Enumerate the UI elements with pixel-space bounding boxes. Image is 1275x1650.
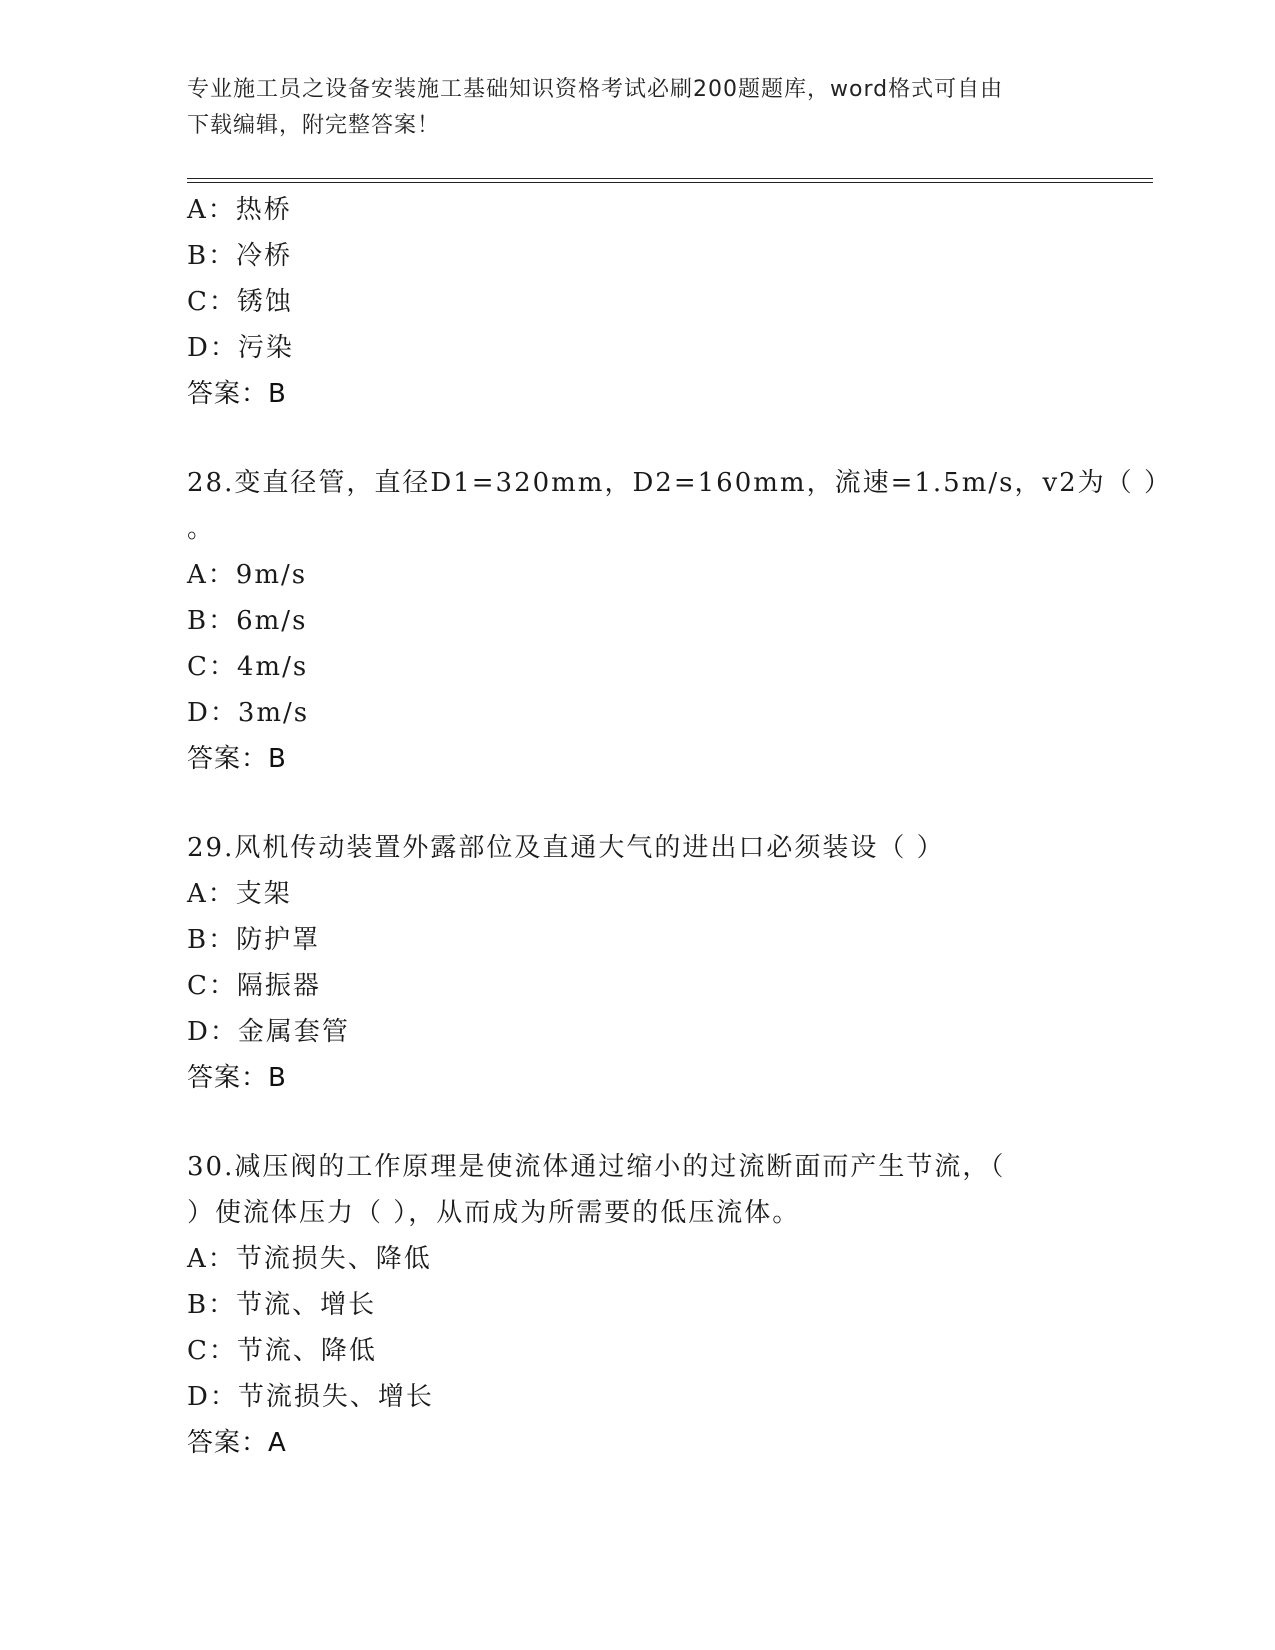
question-29 (187, 825, 1087, 1101)
option-d: D：节流损失、增长 (187, 1382, 434, 1412)
option-c: C：锈蚀 (187, 287, 293, 317)
option-a: A：9m/s (187, 560, 308, 590)
question-list (187, 187, 1172, 1466)
option-a: A：支架 (187, 879, 292, 909)
option-b: B：防护罩 (187, 925, 321, 955)
spacer (187, 782, 1087, 825)
question-stem-line-2: 。 (187, 514, 216, 544)
question-stem-line-2: ）使流体压力（ ），从而成为所需要的低压流体。 (187, 1198, 801, 1228)
answer: 答案：B (187, 744, 287, 774)
option-c: C：4m/s (187, 652, 309, 682)
option-b: B：6m/s (187, 606, 308, 636)
answer: 答案：B (187, 379, 287, 409)
question-stem-line-1: 30.减压阀的工作原理是使流体通过缩小的过流断面而产生节流，（ (187, 1152, 1006, 1182)
option-a: A：节流损失、降低 (187, 1244, 432, 1274)
option-c: C：节流、降低 (187, 1336, 377, 1366)
question-30 (187, 1144, 1087, 1466)
question-stem-line-1: 29.风机传动装置外露部位及直通大气的进出口必须装设（ ） (187, 833, 945, 863)
document-header (187, 72, 1087, 144)
answer: 答案：A (187, 1428, 287, 1458)
option-a: A：热桥 (187, 195, 292, 225)
option-d: D：污染 (187, 333, 294, 363)
option-c: C：隔振器 (187, 971, 321, 1001)
question-28 (187, 460, 1172, 782)
question-27 (187, 187, 1087, 417)
answer: 答案：B (187, 1063, 287, 1093)
option-d: D：金属套管 (187, 1017, 350, 1047)
header-divider-bottom (187, 182, 1153, 183)
option-b: B：冷桥 (187, 241, 293, 271)
header-divider-top (187, 178, 1153, 179)
header-title-line-2: 下载编辑，附完整答案！ (187, 113, 441, 138)
header-title-line-1: 专业施工员之设备安装施工基础知识资格考试必刷200题题库，word格式可自由 (187, 77, 1004, 102)
option-d: D：3m/s (187, 698, 310, 728)
spacer (187, 1101, 1087, 1144)
spacer (187, 417, 1087, 460)
question-stem-line-1: 28.变直径管，直径D1=320mm，D2=160mm，流速=1.5m/s，v2为（ ） (187, 468, 1172, 498)
option-b: B：节流、增长 (187, 1290, 377, 1320)
